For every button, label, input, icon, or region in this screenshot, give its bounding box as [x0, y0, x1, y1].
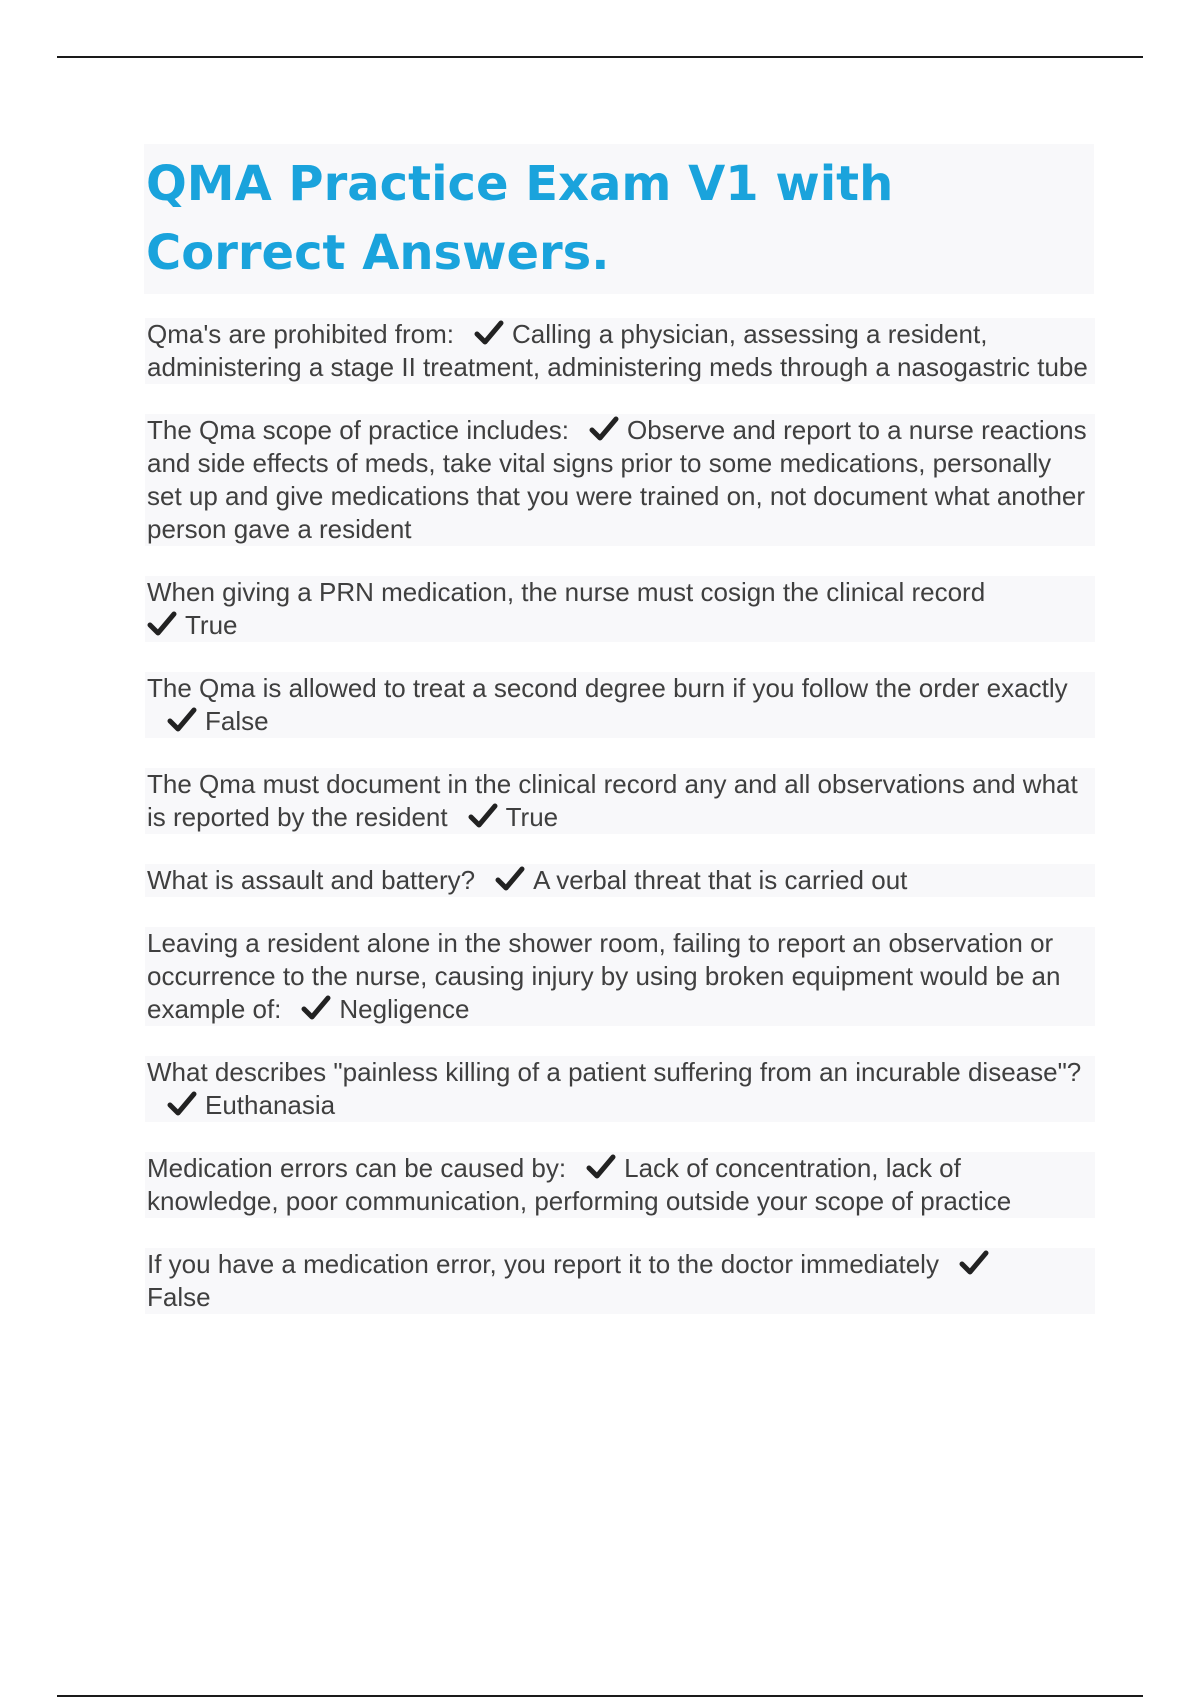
qa-item — [145, 1056, 1095, 1122]
answer-text: False — [205, 706, 269, 736]
title-block — [144, 144, 1094, 294]
checkmark-icon — [167, 1091, 197, 1117]
checkmark-icon — [147, 611, 177, 637]
qa-item — [145, 576, 1095, 642]
qa-list — [145, 318, 1095, 1344]
checkmark-icon — [959, 1250, 989, 1276]
qa-item — [145, 768, 1095, 834]
checkmark-icon — [495, 866, 525, 892]
qa-item — [145, 672, 1095, 738]
question-text: The Qma scope of practice includes: — [147, 415, 569, 445]
answer-text: Observe and report to a nurse reactions and side effects of meds, take vital signs prior to some medications, personally set up and give medications that you were trained on, not document what another person gave a resident — [147, 415, 1087, 544]
answer-text: A verbal threat that is carried out — [533, 865, 908, 895]
qa-item — [145, 1248, 1095, 1314]
answer-text: True — [505, 802, 559, 832]
header-rule — [57, 56, 1143, 58]
qa-item — [145, 927, 1095, 1026]
checkmark-icon — [586, 1154, 616, 1180]
answer-text: Negligence — [339, 994, 470, 1024]
question-text: Medication errors can be caused by: — [147, 1153, 567, 1183]
footer-rule — [57, 1695, 1143, 1697]
answer-text: Calling a physician, assessing a resident, administering a stage II treatment, administering meds through a nasogastric tube — [147, 319, 1088, 382]
qa-item — [145, 414, 1095, 546]
question-text: The Qma is allowed to treat a second degree burn if you follow the order exactly — [147, 673, 1068, 703]
qa-item — [145, 1152, 1095, 1218]
answer-text: True — [185, 610, 238, 640]
answer-text: Lack of concentration, lack of knowledge, poor communication, performing outside your scope of practice — [147, 1153, 1012, 1216]
question-text: What describes "painless killing of a patient suffering from an incurable disease"? — [147, 1057, 1082, 1087]
question-text: When giving a PRN medication, the nurse must cosign the clinical record — [147, 577, 986, 607]
qa-item — [145, 318, 1095, 384]
question-text: Qma's are prohibited from: — [147, 319, 454, 349]
checkmark-icon — [468, 803, 498, 829]
checkmark-icon — [589, 416, 619, 442]
question-text: What is assault and battery? — [147, 865, 476, 895]
question-text: Leaving a resident alone in the shower room, failing to report an observation or occurrence to the nurse, causing injury by using broken equipment would be an example of: — [147, 928, 1061, 1024]
page-title: QMA Practice Exam V1 with Correct Answers. — [146, 156, 894, 281]
answer-text: False — [147, 1282, 211, 1312]
question-text: If you have a medication error, you report it to the doctor immediately — [147, 1249, 939, 1279]
checkmark-icon — [167, 707, 197, 733]
question-text: The Qma must document in the clinical record any and all observations and what is reported by the resident — [147, 769, 1078, 832]
answer-text: Euthanasia — [205, 1090, 336, 1120]
checkmark-icon — [474, 320, 504, 346]
checkmark-icon — [301, 995, 331, 1021]
qa-item — [145, 864, 1095, 897]
